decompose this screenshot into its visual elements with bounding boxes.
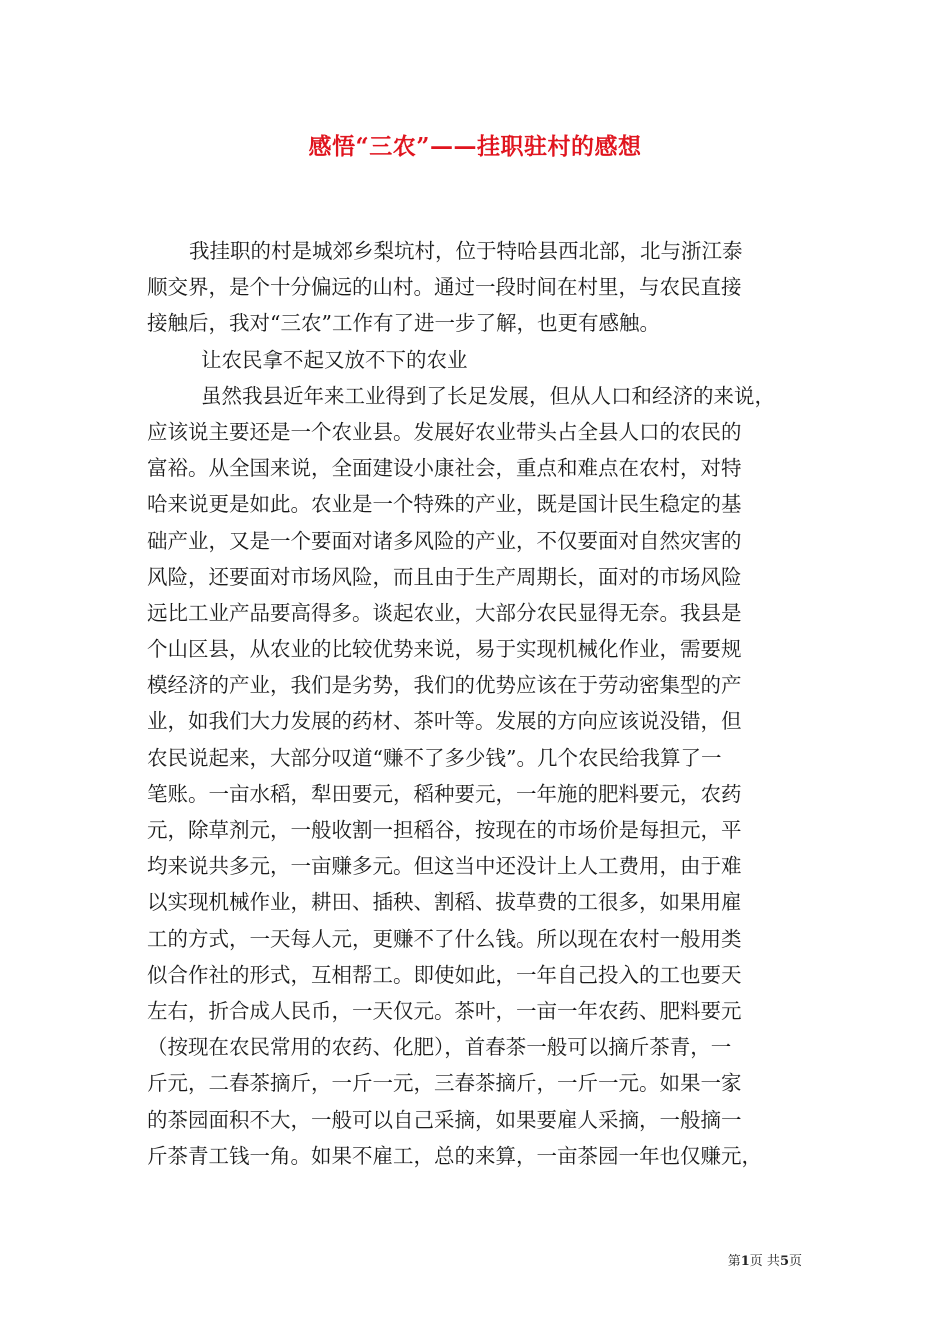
footer-middle: 页 共: [749, 1254, 780, 1269]
paragraph-line: 础产业，又是一个要面对诸多风险的产业，不仅要面对自然灾害的: [147, 528, 742, 553]
paragraph-line: 斤元，二春茶摘斤，一斤一元，三春茶摘斤，一斤一元。如果一家: [147, 1071, 742, 1096]
paragraph-line: 工的方式，一天每人元，更赚不了什么钱。所以现在农村一般用类: [147, 926, 742, 951]
paragraph-line: 顺交界，是个十分偏远的山村。通过一段时间在村里，与农民直接: [147, 275, 742, 300]
paragraph-line: 业，如我们大力发展的药材、茶叶等。发展的方向应该说没错，但: [147, 709, 742, 734]
paragraph-line: 应该说主要还是一个农业县。发展好农业带头占全县人口的农民的: [147, 419, 742, 444]
page-number-footer: [728, 1250, 802, 1269]
paragraph-line: 均来说共多元，一亩赚多元。但这当中还没计上人工费用，由于难: [147, 854, 742, 879]
total-page-number: 5: [779, 1254, 789, 1269]
paragraph-line: 远比工业产品要高得多。谈起农业，大部分农民显得无奈。我县是: [147, 600, 742, 625]
footer-suffix: 页: [788, 1254, 802, 1269]
paragraph-line: （按现在农民常用的农药、化肥），首春茶一般可以摘斤茶青，一: [147, 1035, 732, 1060]
paragraph-line: 斤茶青工钱一角。如果不雇工，总的来算，一亩茶园一年也仅赚元，: [147, 1143, 762, 1168]
document-title: 感悟“三农”——挂职驻村的感想: [308, 133, 642, 160]
paragraph-line: 接触后，我对“三农”工作有了进一步了解，也更有感触。: [147, 311, 660, 336]
paragraph-line: 富裕。从全国来说，全面建设小康社会，重点和难点在农村，对特: [147, 456, 742, 481]
section-subheading: 让农民拿不起又放不下的农业: [201, 347, 468, 372]
paragraph-line: 农民说起来，大部分叹道“赚不了多少钱”。几个农民给我算了一: [147, 745, 722, 770]
paragraph-line: 风险，还要面对市场风险，而且由于生产周期长，面对的市场风险: [147, 564, 742, 589]
footer-prefix: 第: [727, 1254, 741, 1269]
paragraph-line: 哈来说更是如此。农业是一个特殊的产业，既是国计民生稳定的基: [147, 492, 742, 517]
paragraph-line: 左右，折合成人民币，一天仅元。茶叶，一亩一年农药、肥料要元: [147, 998, 742, 1023]
paragraph-line: 虽然我县近年来工业得到了长足发展，但从人口和经济的来说，: [201, 383, 775, 408]
paragraph-line: 以实现机械作业，耕田、插秧、割稻、拔草费的工很多，如果用雇: [147, 890, 742, 915]
current-page-number: 1: [740, 1254, 750, 1269]
paragraph-line: 个山区县，从农业的比较优势来说，易于实现机械化作业，需要规: [147, 637, 742, 662]
paragraph-line: 模经济的产业，我们是劣势，我们的优势应该在于劳动密集型的产: [147, 673, 742, 698]
paragraph-line: 笔账。一亩水稻，犁田要元，稻种要元，一年施的肥料要元，农药: [147, 781, 742, 806]
paragraph-line: 似合作社的形式，互相帮工。即使如此，一年自己投入的工也要天: [147, 962, 742, 987]
paragraph-line: 我挂职的村是城郊乡梨坑村，位于特哈县西北部，北与浙江泰: [189, 239, 743, 263]
document-body: [147, 233, 813, 1174]
paragraph-line: 的茶园面积不大，一般可以自己采摘，如果要雇人采摘，一般摘一: [147, 1107, 742, 1132]
paragraph-line: 元，除草剂元，一般收割一担稻谷，按现在的市场价是每担元，平: [147, 818, 742, 842]
